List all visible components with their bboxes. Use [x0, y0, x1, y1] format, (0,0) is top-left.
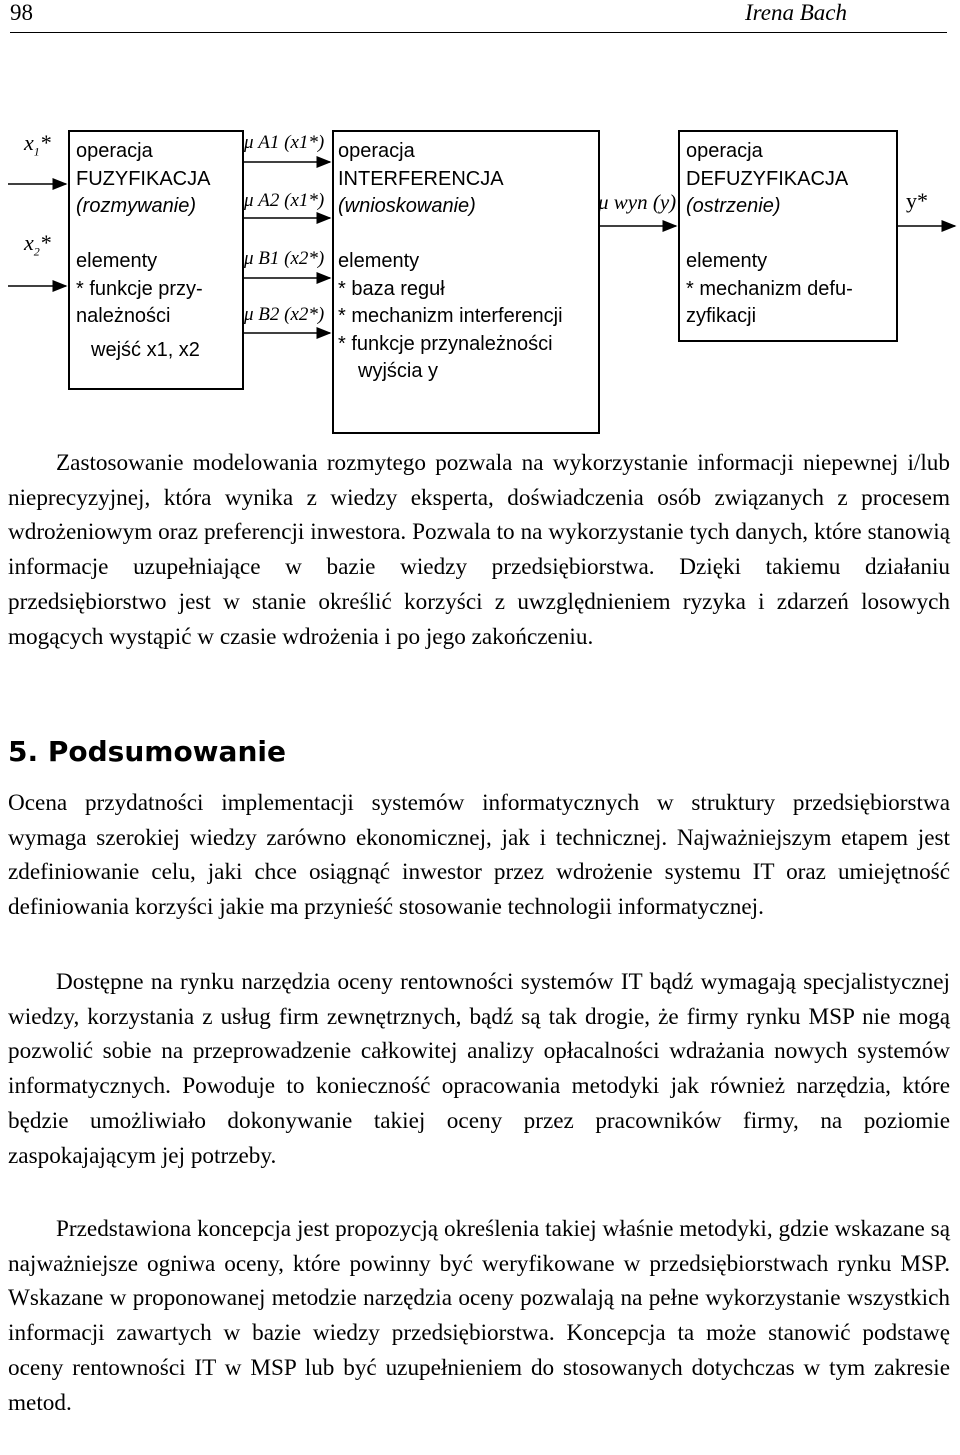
paragraph-1: Zastosowanie modelowania rozmytego pozwala na wykorzystanie informacji niepewnej i/lub nieprecyzyjnej, która wynika z wiedzy eksperta, doświadczenia osób związanych z procesem wdrożeniowym oraz preferencji inwestora. Pozwala to na wykorzystanie tych danych, które stanowią informacje uzupełniające w bazie wiedzy przedsiębiorstwa. Dzięki takiemu działaniu przedsiębiorstwo jest w stanie określić korzyści z uwzględnieniem ryzyka i zdarzeń losowych mogących wystąpić w czasie wdrożenia i po jego zakończeniu.: [8, 450, 950, 650]
input-x1-label: $x_1*$: [24, 130, 51, 159]
inference-text: operacja INTERFERENCJA (wnioskowanie) elementy * baza reguł * mechanizm interferencji * funkcje przynależności: [338, 140, 563, 355]
mu-a2: μ A2 (x1*): [244, 190, 325, 211]
running-author: Irena Bach: [745, 0, 847, 25]
page-number: 98: [10, 0, 33, 25]
paragraph-2: Ocena przydatności implementacji systemów informatycznych w struktury przedsiębiorstwa wymaga szerokiej wiedzy zarówno ekonomicznej, jak i technicznej. Najważniejszym etapem jest zdefiniowanie celu, jaki chce osiągnąć inwestor przez wdrożenie systemu IT oraz umiejętność definiowania korzyści jakie ma przynieść stosowanie technologii informatycznej.: [8, 790, 950, 921]
mu-b2: μ B2 (x2*): [244, 304, 325, 325]
fuzzification-inputs-label: wejść x1, x2: [91, 339, 200, 361]
mu-a1: μ A1 (x1*): [244, 132, 325, 153]
paragraph-4: Przedstawiona koncepcja jest propozycją określenia takiej właśnie metodyki, gdzie wskazane są najważniejsze ogniwa oceny, które powinny być weryfikowane w przedsiębiorstwach rynku MSP. Wskazane w proponowanej metodzie narzędzia oceny pozwalają na pełne wykorzystanie wszystkich informacji zawartych w bazie wiedzy przedsiębiorstwa. Koncepcja ta może stanowić podstawę oceny rentowności IT w MSP lub być uzupełnieniem do stosowanych dotychczas w tym zakresie metod.: [8, 1216, 950, 1416]
input-x2-label: $x_2*$: [24, 230, 51, 259]
mu-b1: μ B1 (x2*): [244, 248, 325, 269]
section-heading: 5. Podsumowanie: [8, 735, 286, 768]
paragraph-3: Dostępne na rynku narzędzia oceny rentowności systemów IT bądź wymagają specjalistycznej wiedzy, korzystania z usług firm zewnętrznych, bądź są tak drogie, że firmy rynku MSP nie mogą pozwolić sobie na przeprowadzenie całkowitej analizy opłacalności wdrażania nowych systemów informatycznych. Powoduje to konieczność opracowania metodyki jak również narzędzia, które będzie umożliwiało dokonywanie takiej oceny przez pracowników firmy, na poziomie zaspokajającym jej potrzeby.: [8, 969, 950, 1169]
output-y-label: y*: [906, 188, 928, 213]
inference-output-label: wyjścia y: [358, 360, 439, 382]
defuzzification-text: operacja DEFUZYFIKACJA (ostrzenie) elementy * mechanizm defu- zyfikacji: [686, 140, 853, 327]
page-header: [10, 0, 947, 33]
mu-wyn: μ wyn (y): [598, 190, 677, 214]
fuzzification-text: operacja FUZYFIKACJA (rozmywanie) elementy * funkcje przy- należności: [76, 140, 211, 327]
fuzzy-system-diagram: [0, 120, 960, 440]
